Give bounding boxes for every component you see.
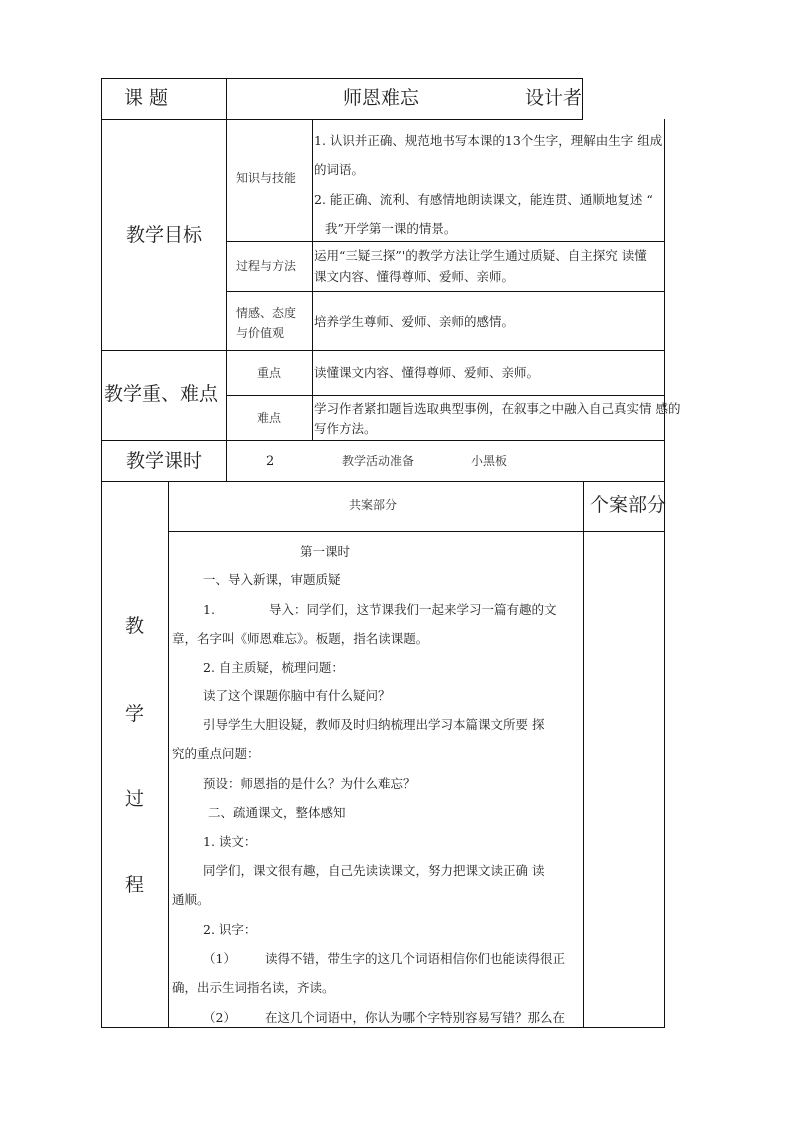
difficult-point-label: 难点	[257, 411, 282, 425]
rule-goals-inner-2	[226, 291, 664, 292]
process-method-label: 过程与方法	[236, 259, 297, 273]
process-method-line-2: 课文内容、懂得尊师、爱师、亲师。	[314, 269, 515, 284]
lesson-line: 究的重点问题：	[172, 746, 260, 761]
key-point-label: 重点	[257, 366, 282, 380]
rule-bottom	[101, 1027, 664, 1028]
personal-plan-header: 个案部分	[590, 494, 667, 516]
knowledge-label: 知识与技能	[236, 171, 297, 185]
topic-label: 课 题	[124, 87, 169, 109]
rule-col-b	[312, 119, 313, 441]
lesson-line: 1.	[203, 602, 215, 617]
rule-top	[101, 78, 583, 79]
process-label-char-2: 学	[125, 703, 145, 725]
emotion-label-2: 与价值观	[236, 326, 285, 340]
hours-value: 2	[266, 454, 275, 469]
rule-focus-bottom	[101, 440, 664, 441]
focus-label: 教学重、难点	[104, 383, 219, 405]
prep-label: 教学活动准备	[342, 454, 415, 468]
lesson-line: （2）	[203, 1010, 236, 1025]
lesson-line: 第一课时	[300, 544, 351, 559]
lesson-line: 确，出示生词指名读，齐读。	[172, 980, 335, 995]
rule-personal-col	[583, 481, 584, 1028]
lesson-line: 2. 识字：	[203, 922, 257, 937]
knowledge-line-4: 我”开学第一课的情景。	[325, 221, 457, 236]
rule-process-label-col	[168, 481, 169, 1028]
lesson-line: 引导学生大胆设疑，教师及时归纳梳理出学习本篇课文所要 探	[203, 717, 545, 732]
rule-hours-bottom	[101, 481, 664, 482]
rule-goals-inner-1	[226, 241, 664, 242]
rule-left	[101, 78, 102, 1028]
knowledge-line-1: 1. 认识并正确、规范地书写本课的13个生字，理解由生字 组成	[314, 133, 663, 148]
lesson-line: 2. 自主质疑，梳理问题：	[203, 660, 344, 675]
lesson-title: 师恩难忘	[343, 87, 420, 109]
rule-header-bottom	[101, 119, 583, 120]
rule-goals-bottom	[101, 350, 664, 351]
lesson-line: 读了这个课题你脑中有什么疑问？	[203, 688, 391, 703]
lesson-line: 章，名字叫《师恩难忘》。板题，指名读课题。	[172, 631, 429, 646]
lesson-line: 通顺。	[172, 892, 210, 907]
lesson-line: 1. 读文：	[203, 834, 257, 849]
lesson-line: 导入：同学们，这节课我们一起来学习一篇有趣的文	[269, 602, 557, 617]
lesson-line: 二、疏通课文，整体感知	[208, 805, 346, 820]
difficult-point-line-2: 写作方法。	[314, 421, 377, 436]
rule-col-a	[226, 78, 227, 482]
shared-plan-header: 共案部分	[349, 498, 398, 512]
process-method-line-1: 运用“三疑三探”'的教学方法让学生通过质疑、自主探究 读懂	[314, 248, 647, 263]
lesson-line: 在这几个词语中，你认为哪个字特别容易写错？那么在	[265, 1010, 566, 1025]
emotion-label-1: 情感、态度	[236, 306, 297, 320]
prep-value: 小黑板	[471, 454, 508, 468]
knowledge-line-3: 2. 能正确、流利、有感情地朗读课文，能连贯、通顺地复述 “	[314, 192, 653, 207]
process-label-char-1: 教	[125, 615, 145, 637]
hours-label: 教学课时	[126, 450, 203, 472]
goals-label: 教学目标	[126, 224, 203, 246]
lesson-line: 一、导入新课，审题质疑	[203, 572, 341, 587]
process-label-char-4: 程	[125, 874, 145, 896]
process-label-char-3: 过	[125, 788, 145, 810]
lesson-line: 预设：师恩指的是什么？为什么难忘？	[203, 776, 416, 791]
rule-header-right	[582, 78, 583, 120]
emotion-text: 培养学生尊师、爱师、亲师的感情。	[314, 314, 515, 329]
knowledge-line-2: 的词语。	[314, 162, 365, 177]
lesson-line: （1）	[203, 951, 236, 966]
lesson-line: 同学们，课文很有趣，自己先读读课文，努力把课文读正确 读	[203, 863, 545, 878]
difficult-point-line-1: 学习作者紧扣题旨选取典型事例，在叙事之中融入自己真实情 感的	[314, 401, 681, 416]
key-point-text: 读懂课文内容、懂得尊师、爱师、亲师。	[314, 365, 540, 380]
rule-focus-inner	[226, 395, 664, 396]
designer-label: 设计者	[525, 87, 583, 109]
rule-process-header-bottom	[168, 531, 664, 532]
rule-right	[664, 119, 665, 1028]
lesson-line: 读得不错，带生字的这几个词语相信你们也能读得很正	[265, 951, 566, 966]
